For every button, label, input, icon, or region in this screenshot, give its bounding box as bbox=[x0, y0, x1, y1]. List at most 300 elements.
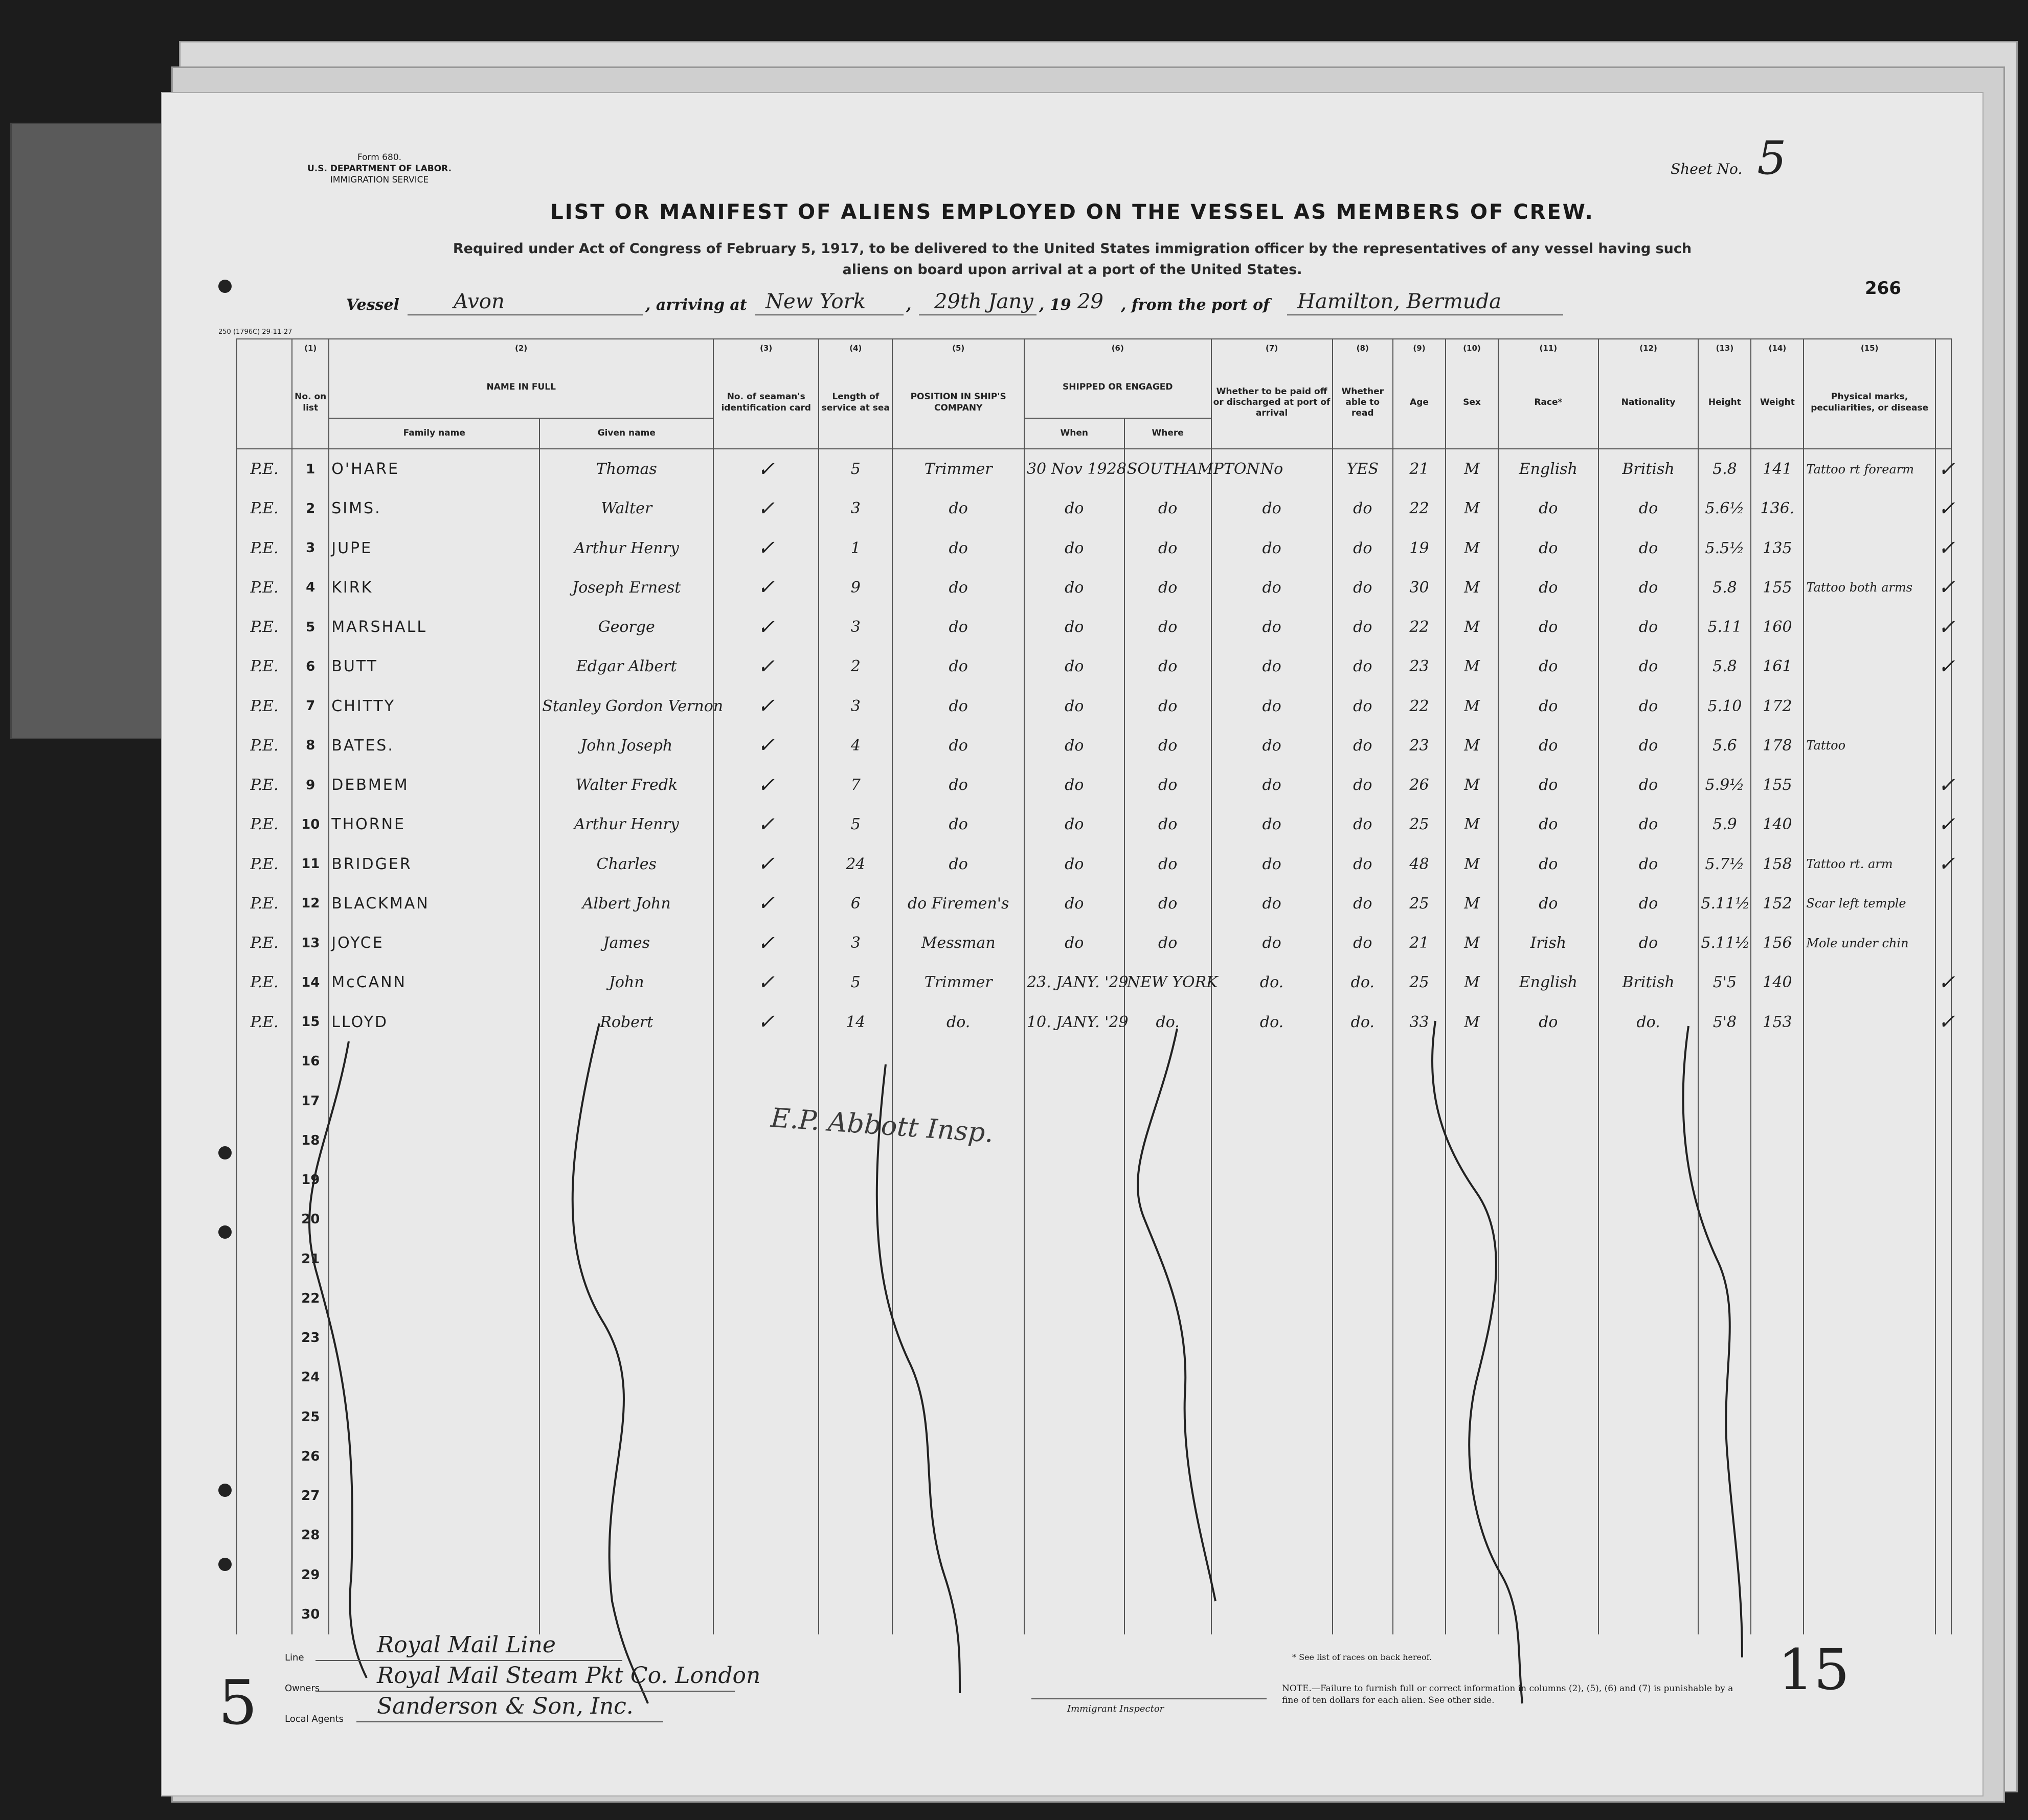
able-to-read: do bbox=[1333, 647, 1393, 686]
weight: 155 bbox=[1751, 568, 1804, 607]
able-read-header: Whether able to read bbox=[1333, 357, 1393, 449]
service-length: 5 bbox=[819, 963, 892, 1002]
row-number: 14 bbox=[292, 963, 329, 1002]
given-name: Albert John bbox=[539, 884, 713, 923]
race: English bbox=[1498, 449, 1598, 489]
crew-mark: P.E. bbox=[237, 687, 292, 726]
nationality-header: Nationality bbox=[1598, 357, 1699, 449]
service-name: IMMIGRATION SERVICE bbox=[330, 175, 429, 186]
crew-mark: P.E. bbox=[237, 449, 292, 489]
sheet-label: Sheet No. bbox=[1671, 161, 1743, 177]
id-card-check: ✓ bbox=[713, 765, 819, 805]
paid-off: do bbox=[1211, 923, 1333, 963]
row-number: 9 bbox=[292, 765, 329, 805]
id-card-header: No. of seaman's identification card bbox=[713, 357, 819, 449]
row-number: 7 bbox=[292, 687, 329, 726]
arrival-date: 29th Jany bbox=[934, 290, 1033, 313]
service-length: 6 bbox=[819, 884, 892, 923]
physical-marks: Tattoo both arms bbox=[1804, 568, 1935, 607]
verify-check: ✓ bbox=[1935, 1003, 1951, 1042]
agents-value: Sanderson & Son, Inc. bbox=[377, 1693, 634, 1719]
col-number: (13) bbox=[1698, 339, 1751, 357]
shipped-engaged-header: SHIPPED OR ENGAGED bbox=[1024, 357, 1211, 418]
sex: M bbox=[1446, 687, 1498, 726]
family-name: BLACKMAN bbox=[329, 884, 539, 923]
agents-underline bbox=[356, 1721, 663, 1722]
form-number: Form 680. bbox=[357, 152, 402, 163]
row-number: 18 bbox=[292, 1121, 329, 1160]
sex: M bbox=[1446, 805, 1498, 844]
weight-header: Weight bbox=[1751, 357, 1804, 449]
able-to-read: do. bbox=[1333, 963, 1393, 1002]
position: do. bbox=[892, 1003, 1024, 1042]
paid-off: do bbox=[1211, 726, 1333, 765]
paid-off: do bbox=[1211, 687, 1333, 726]
paid-off-header: Whether to be paid off or discharged at port of arrival bbox=[1211, 357, 1333, 449]
service-length: 24 bbox=[819, 845, 892, 884]
shipped-where: SOUTHAMPTON bbox=[1124, 449, 1211, 489]
id-card-check: ✓ bbox=[713, 884, 819, 923]
shipped-where: do bbox=[1124, 726, 1211, 765]
inspector-line bbox=[1031, 1698, 1267, 1699]
position: do bbox=[892, 489, 1024, 528]
race: do bbox=[1498, 568, 1598, 607]
sex: M bbox=[1446, 845, 1498, 884]
physical-marks: Tattoo rt. arm bbox=[1804, 845, 1935, 884]
paid-off: do bbox=[1211, 647, 1333, 686]
shipped-when: do bbox=[1024, 884, 1124, 923]
arriving-label: , arriving at bbox=[645, 296, 747, 314]
row-number: 10 bbox=[292, 805, 329, 844]
verify-check: ✓ bbox=[1935, 568, 1951, 607]
family-name: JUPE bbox=[329, 529, 539, 568]
id-card-check: ✓ bbox=[713, 687, 819, 726]
given-name: Walter bbox=[539, 489, 713, 528]
race: Irish bbox=[1498, 923, 1598, 963]
sex: M bbox=[1446, 647, 1498, 686]
nationality: do bbox=[1598, 607, 1699, 647]
given-name: Charles bbox=[539, 845, 713, 884]
race: do bbox=[1498, 687, 1598, 726]
col-number: (3) bbox=[713, 339, 819, 357]
shipped-when: do bbox=[1024, 765, 1124, 805]
voyage-line: Vessel Avon , arriving at New York , 29th Jany , 19 29 , from the port of Hamilton, Bermuda bbox=[346, 290, 1880, 321]
age: 25 bbox=[1393, 805, 1446, 844]
weight: 178 bbox=[1751, 726, 1804, 765]
crew-mark: P.E. bbox=[237, 1003, 292, 1042]
able-to-read: do bbox=[1333, 568, 1393, 607]
verify-check: ✓ bbox=[1935, 529, 1951, 568]
height: 5.6½ bbox=[1698, 489, 1751, 528]
shipped-where: do bbox=[1124, 647, 1211, 686]
shipped-where: do bbox=[1124, 687, 1211, 726]
family-name: DEBMEM bbox=[329, 765, 539, 805]
height: 5.8 bbox=[1698, 449, 1751, 489]
shipped-when: do bbox=[1024, 489, 1124, 528]
paid-off: do bbox=[1211, 607, 1333, 647]
id-card-check: ✓ bbox=[713, 923, 819, 963]
print-code: 250 (1796C) 29-11-27 bbox=[218, 328, 292, 336]
crew-mark: P.E. bbox=[237, 884, 292, 923]
paid-off: do bbox=[1211, 845, 1333, 884]
service-length: 3 bbox=[819, 923, 892, 963]
able-to-read: do. bbox=[1333, 1003, 1393, 1042]
col-number: (11) bbox=[1498, 339, 1598, 357]
verify-check: ✓ bbox=[1935, 607, 1951, 647]
shipped-where: do bbox=[1124, 845, 1211, 884]
id-card-check: ✓ bbox=[713, 1003, 819, 1042]
age: 23 bbox=[1393, 726, 1446, 765]
sex: M bbox=[1446, 529, 1498, 568]
age: 25 bbox=[1393, 884, 1446, 923]
age: 19 bbox=[1393, 529, 1446, 568]
col-number: (7) bbox=[1211, 339, 1333, 357]
position: do bbox=[892, 845, 1024, 884]
departure-port: Hamilton, Bermuda bbox=[1297, 290, 1501, 313]
row-number: 26 bbox=[292, 1437, 329, 1476]
family-name: O'HARE bbox=[329, 449, 539, 489]
shipped-where: do. bbox=[1124, 1003, 1211, 1042]
given-name: Thomas bbox=[539, 449, 713, 489]
family-name-header: Family name bbox=[329, 418, 539, 449]
crew-mark: P.E. bbox=[237, 805, 292, 844]
race-header: Race* bbox=[1498, 357, 1598, 449]
age: 26 bbox=[1393, 765, 1446, 805]
shipped-when: 23. JANY. '29 bbox=[1024, 963, 1124, 1002]
shipped-when: do bbox=[1024, 607, 1124, 647]
shipped-when: do bbox=[1024, 568, 1124, 607]
sex: M bbox=[1446, 607, 1498, 647]
age: 22 bbox=[1393, 489, 1446, 528]
service-length: 1 bbox=[819, 529, 892, 568]
penalty-note: NOTE.—Failure to furnish full or correct information in columns (2), (5), (6) and (7) is punishable by a fine of ten dollars for each alien. See other side. bbox=[1282, 1684, 1733, 1705]
able-to-read: do bbox=[1333, 884, 1393, 923]
id-card-check: ✓ bbox=[713, 845, 819, 884]
race: do bbox=[1498, 726, 1598, 765]
position: do bbox=[892, 687, 1024, 726]
crew-mark: P.E. bbox=[237, 489, 292, 528]
paid-off: do bbox=[1211, 529, 1333, 568]
right-page-number: 15 bbox=[1778, 1637, 1850, 1702]
age: 22 bbox=[1393, 687, 1446, 726]
age-header: Age bbox=[1393, 357, 1446, 449]
position: do bbox=[892, 568, 1024, 607]
crew-mark: P.E. bbox=[237, 963, 292, 1002]
row-number: 12 bbox=[292, 884, 329, 923]
weight: 155 bbox=[1751, 765, 1804, 805]
age: 48 bbox=[1393, 845, 1446, 884]
id-card-check: ✓ bbox=[713, 647, 819, 686]
race: do bbox=[1498, 529, 1598, 568]
weight: 140 bbox=[1751, 805, 1804, 844]
id-card-check: ✓ bbox=[713, 568, 819, 607]
able-to-read: do bbox=[1333, 805, 1393, 844]
shipped-where: do bbox=[1124, 529, 1211, 568]
physical-marks: Tattoo rt forearm bbox=[1804, 449, 1935, 489]
given-name: John Joseph bbox=[539, 726, 713, 765]
line-underline bbox=[316, 1660, 622, 1661]
able-to-read: do bbox=[1333, 765, 1393, 805]
shipped-when: do bbox=[1024, 726, 1124, 765]
nationality: do bbox=[1598, 923, 1699, 963]
id-card-check: ✓ bbox=[713, 726, 819, 765]
family-name: SIMS. bbox=[329, 489, 539, 528]
row-number: 3 bbox=[292, 529, 329, 568]
age: 22 bbox=[1393, 607, 1446, 647]
row-number: 19 bbox=[292, 1161, 329, 1200]
given-name: George bbox=[539, 607, 713, 647]
verify-check: ✓ bbox=[1935, 647, 1951, 686]
height: 5.11½ bbox=[1698, 923, 1751, 963]
position: do bbox=[892, 607, 1024, 647]
row-number: 5 bbox=[292, 607, 329, 647]
sex: M bbox=[1446, 765, 1498, 805]
id-card-check: ✓ bbox=[713, 805, 819, 844]
given-name: John bbox=[539, 963, 713, 1002]
weight: 136. bbox=[1751, 489, 1804, 528]
nationality: do bbox=[1598, 568, 1699, 607]
col-number: (15) bbox=[1804, 339, 1935, 357]
height: 5'5 bbox=[1698, 963, 1751, 1002]
given-name: Arthur Henry bbox=[539, 805, 713, 844]
sex: M bbox=[1446, 884, 1498, 923]
family-name: KIRK bbox=[329, 568, 539, 607]
service-length: 5 bbox=[819, 805, 892, 844]
able-to-read: do bbox=[1333, 607, 1393, 647]
row-number: 11 bbox=[292, 845, 329, 884]
shipped-when: do bbox=[1024, 529, 1124, 568]
col-number: (4) bbox=[819, 339, 892, 357]
crew-mark: P.E. bbox=[237, 607, 292, 647]
family-name: THORNE bbox=[329, 805, 539, 844]
height-header: Height bbox=[1698, 357, 1751, 449]
paid-off: do. bbox=[1211, 1003, 1333, 1042]
sex-header: Sex bbox=[1446, 357, 1498, 449]
family-name: BUTT bbox=[329, 647, 539, 686]
weight: 152 bbox=[1751, 884, 1804, 923]
sex: M bbox=[1446, 726, 1498, 765]
position: Messman bbox=[892, 923, 1024, 963]
left-page-number: 5 bbox=[218, 1668, 258, 1739]
line-label: Line bbox=[285, 1652, 304, 1663]
height: 5.8 bbox=[1698, 647, 1751, 686]
race: do bbox=[1498, 647, 1598, 686]
race: do bbox=[1498, 489, 1598, 528]
physical-marks-header: Physical marks, peculiarities, or disease bbox=[1804, 357, 1935, 449]
shipped-where: do bbox=[1124, 923, 1211, 963]
nationality: British bbox=[1598, 449, 1699, 489]
row-number: 6 bbox=[292, 647, 329, 686]
col-number: (6) bbox=[1024, 339, 1211, 357]
crew-mark: P.E. bbox=[237, 765, 292, 805]
race: do bbox=[1498, 607, 1598, 647]
row-number: 13 bbox=[292, 923, 329, 963]
family-name: BATES. bbox=[329, 726, 539, 765]
where-header: Where bbox=[1124, 418, 1211, 449]
verify-check: ✓ bbox=[1935, 845, 1951, 884]
nationality: do. bbox=[1598, 1003, 1699, 1042]
col-number: (1) bbox=[292, 339, 329, 357]
shipped-where: do bbox=[1124, 805, 1211, 844]
given-name-header: Given name bbox=[539, 418, 713, 449]
position: do bbox=[892, 726, 1024, 765]
sheet-number: 5 bbox=[1757, 131, 1787, 185]
age: 33 bbox=[1393, 1003, 1446, 1042]
owners-value: Royal Mail Steam Pkt Co. London bbox=[377, 1663, 761, 1689]
row-number: 24 bbox=[292, 1358, 329, 1397]
given-name: Robert bbox=[539, 1003, 713, 1042]
agents-label: Local Agents bbox=[285, 1714, 344, 1724]
able-to-read: do bbox=[1333, 726, 1393, 765]
vessel-name: Avon bbox=[454, 290, 505, 313]
id-card-check: ✓ bbox=[713, 449, 819, 489]
height: 5.9½ bbox=[1698, 765, 1751, 805]
page-stamp: 266 bbox=[1865, 278, 1901, 299]
height: 5.10 bbox=[1698, 687, 1751, 726]
sex: M bbox=[1446, 923, 1498, 963]
able-to-read: do bbox=[1333, 489, 1393, 528]
physical-marks: Mole under chin bbox=[1804, 923, 1935, 963]
service-length: 3 bbox=[819, 607, 892, 647]
verify-check: ✓ bbox=[1935, 963, 1951, 1002]
given-name: Joseph Ernest bbox=[539, 568, 713, 607]
height: 5.6 bbox=[1698, 726, 1751, 765]
id-card-check: ✓ bbox=[713, 529, 819, 568]
col-number: (10) bbox=[1446, 339, 1498, 357]
verify-check: ✓ bbox=[1935, 805, 1951, 844]
position: do bbox=[892, 647, 1024, 686]
sex: M bbox=[1446, 568, 1498, 607]
id-card-check: ✓ bbox=[713, 489, 819, 528]
inspector-signature: E.P. Abbott Insp. bbox=[770, 1102, 995, 1149]
service-length: 7 bbox=[819, 765, 892, 805]
col-number: (12) bbox=[1598, 339, 1699, 357]
weight: 160 bbox=[1751, 607, 1804, 647]
weight: 158 bbox=[1751, 845, 1804, 884]
length-service-header: Length of service at sea bbox=[819, 357, 892, 449]
crew-mark: P.E. bbox=[237, 647, 292, 686]
col-number: (5) bbox=[892, 339, 1024, 357]
able-to-read: do bbox=[1333, 845, 1393, 884]
physical-marks: Scar left temple bbox=[1804, 884, 1935, 923]
row-number: 16 bbox=[292, 1042, 329, 1081]
manifest-title: LIST OR MANIFEST OF ALIENS EMPLOYED ON THE VESSEL AS MEMBERS OF CREW. bbox=[550, 200, 1594, 224]
department-name: U.S. DEPARTMENT OF LABOR. bbox=[307, 164, 452, 174]
shipped-where: do bbox=[1124, 765, 1211, 805]
age: 21 bbox=[1393, 449, 1446, 489]
when-header: When bbox=[1024, 418, 1124, 449]
row-number: 23 bbox=[292, 1318, 329, 1358]
verify-check: ✓ bbox=[1935, 765, 1951, 805]
weight: 135 bbox=[1751, 529, 1804, 568]
owners-underline bbox=[316, 1691, 735, 1692]
sex: M bbox=[1446, 1003, 1498, 1042]
height: 5.11½ bbox=[1698, 884, 1751, 923]
row-number: 20 bbox=[292, 1200, 329, 1239]
paid-off: do. bbox=[1211, 963, 1333, 1002]
crew-mark: P.E. bbox=[237, 726, 292, 765]
row-number: 22 bbox=[292, 1279, 329, 1318]
sex: M bbox=[1446, 449, 1498, 489]
service-length: 9 bbox=[819, 568, 892, 607]
height: 5.7½ bbox=[1698, 845, 1751, 884]
col-number: (14) bbox=[1751, 339, 1804, 357]
owners-label: Owners bbox=[285, 1683, 320, 1694]
race: do bbox=[1498, 845, 1598, 884]
name-in-full-header: NAME IN FULL bbox=[329, 357, 713, 418]
arrival-year: 29 bbox=[1077, 290, 1103, 313]
height: 5.9 bbox=[1698, 805, 1751, 844]
family-name: CHITTY bbox=[329, 687, 539, 726]
given-name: James bbox=[539, 923, 713, 963]
paid-off: do bbox=[1211, 765, 1333, 805]
no-on-list-header: No. on list bbox=[292, 357, 329, 449]
sex: M bbox=[1446, 963, 1498, 1002]
weight: 153 bbox=[1751, 1003, 1804, 1042]
given-name: Stanley Gordon Vernon bbox=[539, 687, 713, 726]
shipped-where: do bbox=[1124, 884, 1211, 923]
nationality: do bbox=[1598, 845, 1699, 884]
vessel-label: Vessel bbox=[346, 296, 399, 314]
id-card-check: ✓ bbox=[713, 963, 819, 1002]
able-to-read: do bbox=[1333, 687, 1393, 726]
race: do bbox=[1498, 765, 1598, 805]
position: Trimmer bbox=[892, 963, 1024, 1002]
id-card-check: ✓ bbox=[713, 607, 819, 647]
crew-mark: P.E. bbox=[237, 568, 292, 607]
row-number: 1 bbox=[292, 449, 329, 489]
nationality: do bbox=[1598, 765, 1699, 805]
age: 23 bbox=[1393, 647, 1446, 686]
height: 5.11 bbox=[1698, 607, 1751, 647]
service-length: 4 bbox=[819, 726, 892, 765]
row-number: 25 bbox=[292, 1397, 329, 1437]
family-name: MARSHALL bbox=[329, 607, 539, 647]
race: do bbox=[1498, 1003, 1598, 1042]
able-to-read: do bbox=[1333, 529, 1393, 568]
paid-off: do bbox=[1211, 489, 1333, 528]
shipped-when: do bbox=[1024, 647, 1124, 686]
paid-off: do bbox=[1211, 568, 1333, 607]
nationality: do bbox=[1598, 529, 1699, 568]
paid-off: do bbox=[1211, 805, 1333, 844]
row-number: 8 bbox=[292, 726, 329, 765]
family-name: McCANN bbox=[329, 963, 539, 1002]
service-length: 5 bbox=[819, 449, 892, 489]
service-length: 14 bbox=[819, 1003, 892, 1042]
age: 21 bbox=[1393, 923, 1446, 963]
sex: M bbox=[1446, 489, 1498, 528]
shipped-when: do bbox=[1024, 687, 1124, 726]
nationality: do bbox=[1598, 647, 1699, 686]
nationality: do bbox=[1598, 726, 1699, 765]
shipped-where: do bbox=[1124, 607, 1211, 647]
manifest-sheet bbox=[161, 92, 1984, 1796]
shipped-when: 30 Nov 1928 bbox=[1024, 449, 1124, 489]
nationality: British bbox=[1598, 963, 1699, 1002]
line-value: Royal Mail Line bbox=[377, 1632, 556, 1658]
underlying-sheet bbox=[10, 123, 167, 739]
col-number: (2) bbox=[329, 339, 713, 357]
weight: 140 bbox=[1751, 963, 1804, 1002]
nationality: do bbox=[1598, 884, 1699, 923]
shipped-when: do bbox=[1024, 805, 1124, 844]
row-number: 2 bbox=[292, 489, 329, 528]
shipped-where: do bbox=[1124, 489, 1211, 528]
shipped-when: 10. JANY. '29 bbox=[1024, 1003, 1124, 1042]
family-name: BRIDGER bbox=[329, 845, 539, 884]
position: do Firemen's bbox=[892, 884, 1024, 923]
